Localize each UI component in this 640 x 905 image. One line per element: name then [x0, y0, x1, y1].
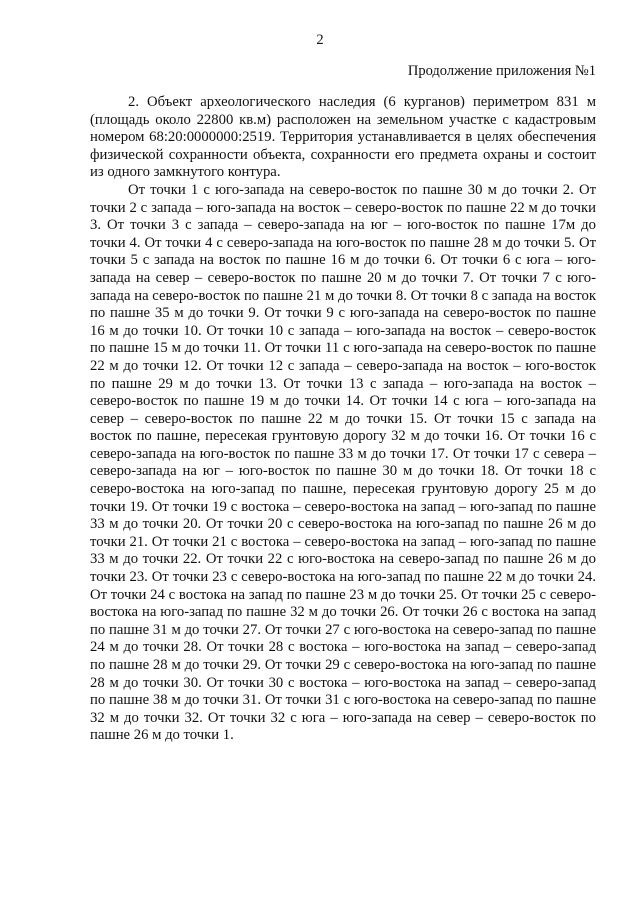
appendix-continuation-label: Продолжение приложения №1	[407, 63, 596, 79]
object-description-paragraph: 2. Объект археологического наследия (6 курганов) периметром 831 м (площадь около 22800 кв.м) расположен на земельном участке с кадастровым номером 68:20:0000000:2519. Территория устанавливается в целях обеспечения физической сохранности объекта, сохранности его предмета охраны и состоит из одного замкнутого контура.	[90, 94, 596, 181]
document-body	[90, 94, 596, 745]
page-number: 2	[316, 32, 324, 48]
boundary-route-paragraph: От точки 1 с юго-запада на северо-восток по пашне 30 м до точки 2. От точки 2 с запада – юго-запада на восток – северо-восток по пашне 22 м до точки 3. От точки 3 с запада – северо-запада на юг – юго-восток по пашне 17м до точки 4. От точки 4 с северо-запада на юго-восток по пашне 28 м до точки 5. От точки 5 с запада на восток по пашне 16 м до точки 6. От точки 6 с юга – юго-запада на север – северо-восток по пашне 20 м до точки 7. От точки 7 с юго-запада на северо-восток по пашне 21 м до точки 8. От точки 8 с запада на восток по пашне 35 м до точки 9. От точки 9 с юго-запада на северо-восток по пашне 16 м до точки 10. От точки 10 с запада – юго-запада на восток – северо-восток по пашне 15 м до точки 11. От точки 11 с юго-запада на северо-восток по пашне 22 м до точки 12. От точки 12 с запада – северо-запада на восток – юго-восток по пашне 29 м до точки 13. От точки 13 с запада – юго-запада на восток – северо-восток по пашне 19 м до точки 14. От точки 14 с юга – юго-запада на север – северо-восток по пашне 22 м до точки 15. От точки 15 с запада на восток по пашне, пересекая грунтовую дорогу 32 м до точки 16. От точки 16 с северо-запада на юго-восток по пашне 33 м до точки 17. От точки 17 с севера – северо-запада на юг – юго-восток по пашне 30 м до точки 18. От точки 18 с северо-востока на юго-запад по пашне, пересекая грунтовую дорогу 25 м до точки 19. От точки 19 с востока – северо-востока на запад – юго-запад по пашне 33 м до точки 20. От точки 20 с северо-востока на юго-запад по пашне 26 м до точки 21. От точки 21 с востока – северо-востока на запад – юго-запад по пашне 33 м до точки 22. От точки 22 с юго-востока на северо-запад по пашне 26 м до точки 23. От точки 23 с северо-востока на юго-запад по пашне 22 м до точки 24. От точки 24 с востока на запад по пашне 23 м до точки 25. От точки 25 с северо-востока на юго-запад по пашне 32 м до точки 26. От точки 26 с востока на запад по пашне 31 м до точки 27. От точки 27 с юго-востока на северо-запад по пашне 24 м до точки 28. От точки 28 с востока – юго-востока на запад – северо-запад по пашне 28 м до точки 29. От точки 29 с северо-востока на юго-запад по пашне 28 м до точки 30. От точки 30 с востока – юго-востока на запад – северо-запад по пашне 38 м до точки 31. От точки 31 с юго-востока на северо-запад по пашне 32 м до точки 32. От точки 32 с юга – юго-запада на север – северо-восток по пашне 26 м до точки 1.	[90, 181, 596, 744]
